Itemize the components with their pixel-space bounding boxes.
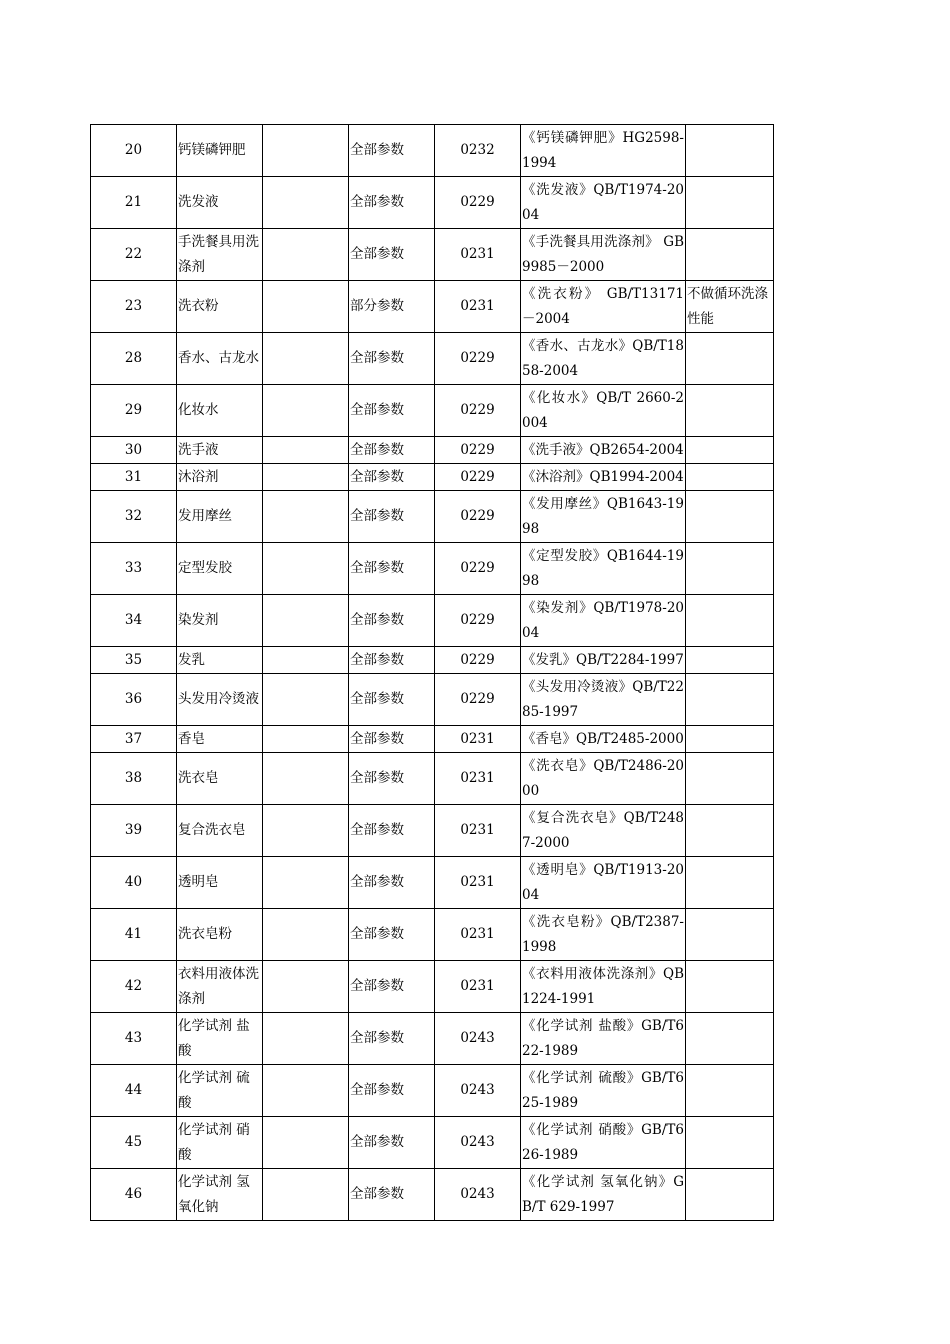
product-name-cell: 洗发液	[177, 177, 263, 229]
parameter-scope-cell: 全部参数	[349, 1169, 435, 1221]
row-number-cell: 40	[91, 857, 177, 909]
code-cell: 0231	[435, 753, 521, 805]
code-cell: 0229	[435, 385, 521, 437]
standard-cell: 《洗衣皂粉》QB/T2387-1998	[521, 909, 686, 961]
standard-cell: 《洗发液》QB/T1974-2004	[521, 177, 686, 229]
code-cell: 0231	[435, 229, 521, 281]
product-name-cell: 头发用冷烫液	[177, 674, 263, 726]
row-number-cell: 29	[91, 385, 177, 437]
empty-cell	[263, 1065, 349, 1117]
empty-cell	[263, 805, 349, 857]
parameter-scope-cell: 全部参数	[349, 437, 435, 464]
code-cell: 0243	[435, 1117, 521, 1169]
parameter-scope-cell: 全部参数	[349, 1065, 435, 1117]
product-name-cell: 沐浴剂	[177, 464, 263, 491]
standard-cell: 《头发用冷烫液》QB/T2285-1997	[521, 674, 686, 726]
table-row	[91, 177, 774, 229]
table-row	[91, 647, 774, 674]
code-cell: 0229	[435, 543, 521, 595]
row-number-cell: 23	[91, 281, 177, 333]
table-row	[91, 437, 774, 464]
code-cell: 0231	[435, 961, 521, 1013]
code-cell: 0231	[435, 857, 521, 909]
empty-cell	[263, 674, 349, 726]
standard-cell: 《手洗餐具用洗涤剂》 GB9985－2000	[521, 229, 686, 281]
parameter-scope-cell: 全部参数	[349, 909, 435, 961]
empty-cell	[263, 857, 349, 909]
table-row	[91, 229, 774, 281]
table-row	[91, 595, 774, 647]
empty-cell	[263, 726, 349, 753]
row-number-cell: 35	[91, 647, 177, 674]
note-cell	[686, 674, 774, 726]
note-cell	[686, 385, 774, 437]
row-number-cell: 39	[91, 805, 177, 857]
product-name-cell: 发用摩丝	[177, 491, 263, 543]
table-row	[91, 1117, 774, 1169]
product-name-cell: 染发剂	[177, 595, 263, 647]
standard-cell: 《化妆水》QB/T 2660-2004	[521, 385, 686, 437]
row-number-cell: 37	[91, 726, 177, 753]
product-name-cell: 香水、古龙水	[177, 333, 263, 385]
standard-cell: 《化学试剂 硫酸》GB/T625-1989	[521, 1065, 686, 1117]
table-row	[91, 1065, 774, 1117]
note-cell	[686, 961, 774, 1013]
empty-cell	[263, 1117, 349, 1169]
empty-cell	[263, 1169, 349, 1221]
note-cell	[686, 753, 774, 805]
note-cell	[686, 1065, 774, 1117]
empty-cell	[263, 229, 349, 281]
product-name-cell: 化学试剂 硫酸	[177, 1065, 263, 1117]
product-name-cell: 发乳	[177, 647, 263, 674]
product-name-cell: 洗衣皂粉	[177, 909, 263, 961]
note-cell	[686, 177, 774, 229]
parameter-scope-cell: 全部参数	[349, 543, 435, 595]
row-number-cell: 31	[91, 464, 177, 491]
standard-cell: 《香水、古龙水》QB/T1858-2004	[521, 333, 686, 385]
row-number-cell: 43	[91, 1013, 177, 1065]
row-number-cell: 36	[91, 674, 177, 726]
note-cell	[686, 1169, 774, 1221]
test-scope-table	[90, 124, 774, 1221]
product-name-cell: 洗衣皂	[177, 753, 263, 805]
note-cell	[686, 333, 774, 385]
empty-cell	[263, 595, 349, 647]
row-number-cell: 45	[91, 1117, 177, 1169]
note-cell: 不做循环洗涤性能	[686, 281, 774, 333]
table-row	[91, 726, 774, 753]
parameter-scope-cell: 全部参数	[349, 1117, 435, 1169]
standard-cell: 《透明皂》QB/T1913-2004	[521, 857, 686, 909]
empty-cell	[263, 647, 349, 674]
note-cell	[686, 1013, 774, 1065]
product-name-cell: 复合洗衣皂	[177, 805, 263, 857]
empty-cell	[263, 385, 349, 437]
empty-cell	[263, 753, 349, 805]
parameter-scope-cell: 全部参数	[349, 647, 435, 674]
parameter-scope-cell: 全部参数	[349, 229, 435, 281]
table-row	[91, 961, 774, 1013]
empty-cell	[263, 281, 349, 333]
empty-cell	[263, 464, 349, 491]
parameter-scope-cell: 全部参数	[349, 726, 435, 753]
code-cell: 0229	[435, 177, 521, 229]
parameter-scope-cell: 全部参数	[349, 333, 435, 385]
note-cell	[686, 595, 774, 647]
code-cell: 0229	[435, 437, 521, 464]
standard-cell: 《定型发胶》QB1644-1998	[521, 543, 686, 595]
parameter-scope-cell: 部分参数	[349, 281, 435, 333]
standard-cell: 《洗衣粉》 GB/T13171－2004	[521, 281, 686, 333]
row-number-cell: 30	[91, 437, 177, 464]
row-number-cell: 33	[91, 543, 177, 595]
product-name-cell: 化妆水	[177, 385, 263, 437]
product-name-cell: 定型发胶	[177, 543, 263, 595]
row-number-cell: 42	[91, 961, 177, 1013]
standard-cell: 《化学试剂 盐酸》GB/T622-1989	[521, 1013, 686, 1065]
code-cell: 0229	[435, 333, 521, 385]
code-cell: 0229	[435, 674, 521, 726]
empty-cell	[263, 1013, 349, 1065]
note-cell	[686, 543, 774, 595]
parameter-scope-cell: 全部参数	[349, 1013, 435, 1065]
parameter-scope-cell: 全部参数	[349, 125, 435, 177]
row-number-cell: 28	[91, 333, 177, 385]
row-number-cell: 20	[91, 125, 177, 177]
code-cell: 0231	[435, 909, 521, 961]
standard-cell: 《染发剂》QB/T1978-2004	[521, 595, 686, 647]
note-cell	[686, 1117, 774, 1169]
parameter-scope-cell: 全部参数	[349, 805, 435, 857]
parameter-scope-cell: 全部参数	[349, 385, 435, 437]
parameter-scope-cell: 全部参数	[349, 753, 435, 805]
code-cell: 0229	[435, 647, 521, 674]
note-cell	[686, 437, 774, 464]
standard-cell: 《沐浴剂》QB1994-2004	[521, 464, 686, 491]
standard-cell: 《复合洗衣皂》QB/T2487-2000	[521, 805, 686, 857]
product-name-cell: 洗衣粉	[177, 281, 263, 333]
row-number-cell: 21	[91, 177, 177, 229]
table-row	[91, 491, 774, 543]
note-cell	[686, 805, 774, 857]
parameter-scope-cell: 全部参数	[349, 177, 435, 229]
note-cell	[686, 229, 774, 281]
table-body	[91, 125, 774, 1221]
code-cell: 0232	[435, 125, 521, 177]
table-row	[91, 385, 774, 437]
table-row	[91, 1169, 774, 1221]
table-row	[91, 805, 774, 857]
row-number-cell: 41	[91, 909, 177, 961]
row-number-cell: 44	[91, 1065, 177, 1117]
product-name-cell: 手洗餐具用洗涤剂	[177, 229, 263, 281]
parameter-scope-cell: 全部参数	[349, 674, 435, 726]
empty-cell	[263, 491, 349, 543]
standard-cell: 《衣料用液体洗涤剂》QB1224-1991	[521, 961, 686, 1013]
code-cell: 0243	[435, 1065, 521, 1117]
standard-cell: 《香皂》QB/T2485-2000	[521, 726, 686, 753]
table-row	[91, 753, 774, 805]
product-name-cell: 钙镁磷钾肥	[177, 125, 263, 177]
parameter-scope-cell: 全部参数	[349, 857, 435, 909]
empty-cell	[263, 125, 349, 177]
code-cell: 0229	[435, 595, 521, 647]
code-cell: 0231	[435, 726, 521, 753]
parameter-scope-cell: 全部参数	[349, 491, 435, 543]
product-name-cell: 洗手液	[177, 437, 263, 464]
standard-cell: 《发用摩丝》QB1643-1998	[521, 491, 686, 543]
row-number-cell: 22	[91, 229, 177, 281]
code-cell: 0231	[435, 281, 521, 333]
table-row	[91, 857, 774, 909]
empty-cell	[263, 437, 349, 464]
product-name-cell: 化学试剂 硝酸	[177, 1117, 263, 1169]
note-cell	[686, 726, 774, 753]
code-cell: 0231	[435, 805, 521, 857]
product-name-cell: 香皂	[177, 726, 263, 753]
note-cell	[686, 491, 774, 543]
product-name-cell: 透明皂	[177, 857, 263, 909]
note-cell	[686, 857, 774, 909]
empty-cell	[263, 961, 349, 1013]
empty-cell	[263, 909, 349, 961]
empty-cell	[263, 543, 349, 595]
row-number-cell: 46	[91, 1169, 177, 1221]
standard-cell: 《钙镁磷钾肥》HG2598-1994	[521, 125, 686, 177]
table-row	[91, 543, 774, 595]
standard-cell: 《洗衣皂》QB/T2486-2000	[521, 753, 686, 805]
code-cell: 0243	[435, 1013, 521, 1065]
table-row	[91, 909, 774, 961]
row-number-cell: 32	[91, 491, 177, 543]
note-cell	[686, 464, 774, 491]
product-name-cell: 化学试剂 氢氧化钠	[177, 1169, 263, 1221]
parameter-scope-cell: 全部参数	[349, 961, 435, 1013]
row-number-cell: 38	[91, 753, 177, 805]
product-name-cell: 化学试剂 盐酸	[177, 1013, 263, 1065]
code-cell: 0229	[435, 464, 521, 491]
code-cell: 0243	[435, 1169, 521, 1221]
standard-cell: 《洗手液》QB2654-2004	[521, 437, 686, 464]
empty-cell	[263, 333, 349, 385]
table-row	[91, 674, 774, 726]
empty-cell	[263, 177, 349, 229]
parameter-scope-cell: 全部参数	[349, 595, 435, 647]
table-row	[91, 1013, 774, 1065]
product-name-cell: 衣料用液体洗涤剂	[177, 961, 263, 1013]
standard-cell: 《化学试剂 硝酸》GB/T626-1989	[521, 1117, 686, 1169]
parameter-scope-cell: 全部参数	[349, 464, 435, 491]
note-cell	[686, 909, 774, 961]
code-cell: 0229	[435, 491, 521, 543]
standard-cell: 《发乳》QB/T2284-1997	[521, 647, 686, 674]
standard-cell: 《化学试剂 氢氧化钠》GB/T 629-1997	[521, 1169, 686, 1221]
table-row	[91, 464, 774, 491]
table-row	[91, 281, 774, 333]
table-row	[91, 125, 774, 177]
table-row	[91, 333, 774, 385]
row-number-cell: 34	[91, 595, 177, 647]
note-cell	[686, 125, 774, 177]
note-cell	[686, 647, 774, 674]
